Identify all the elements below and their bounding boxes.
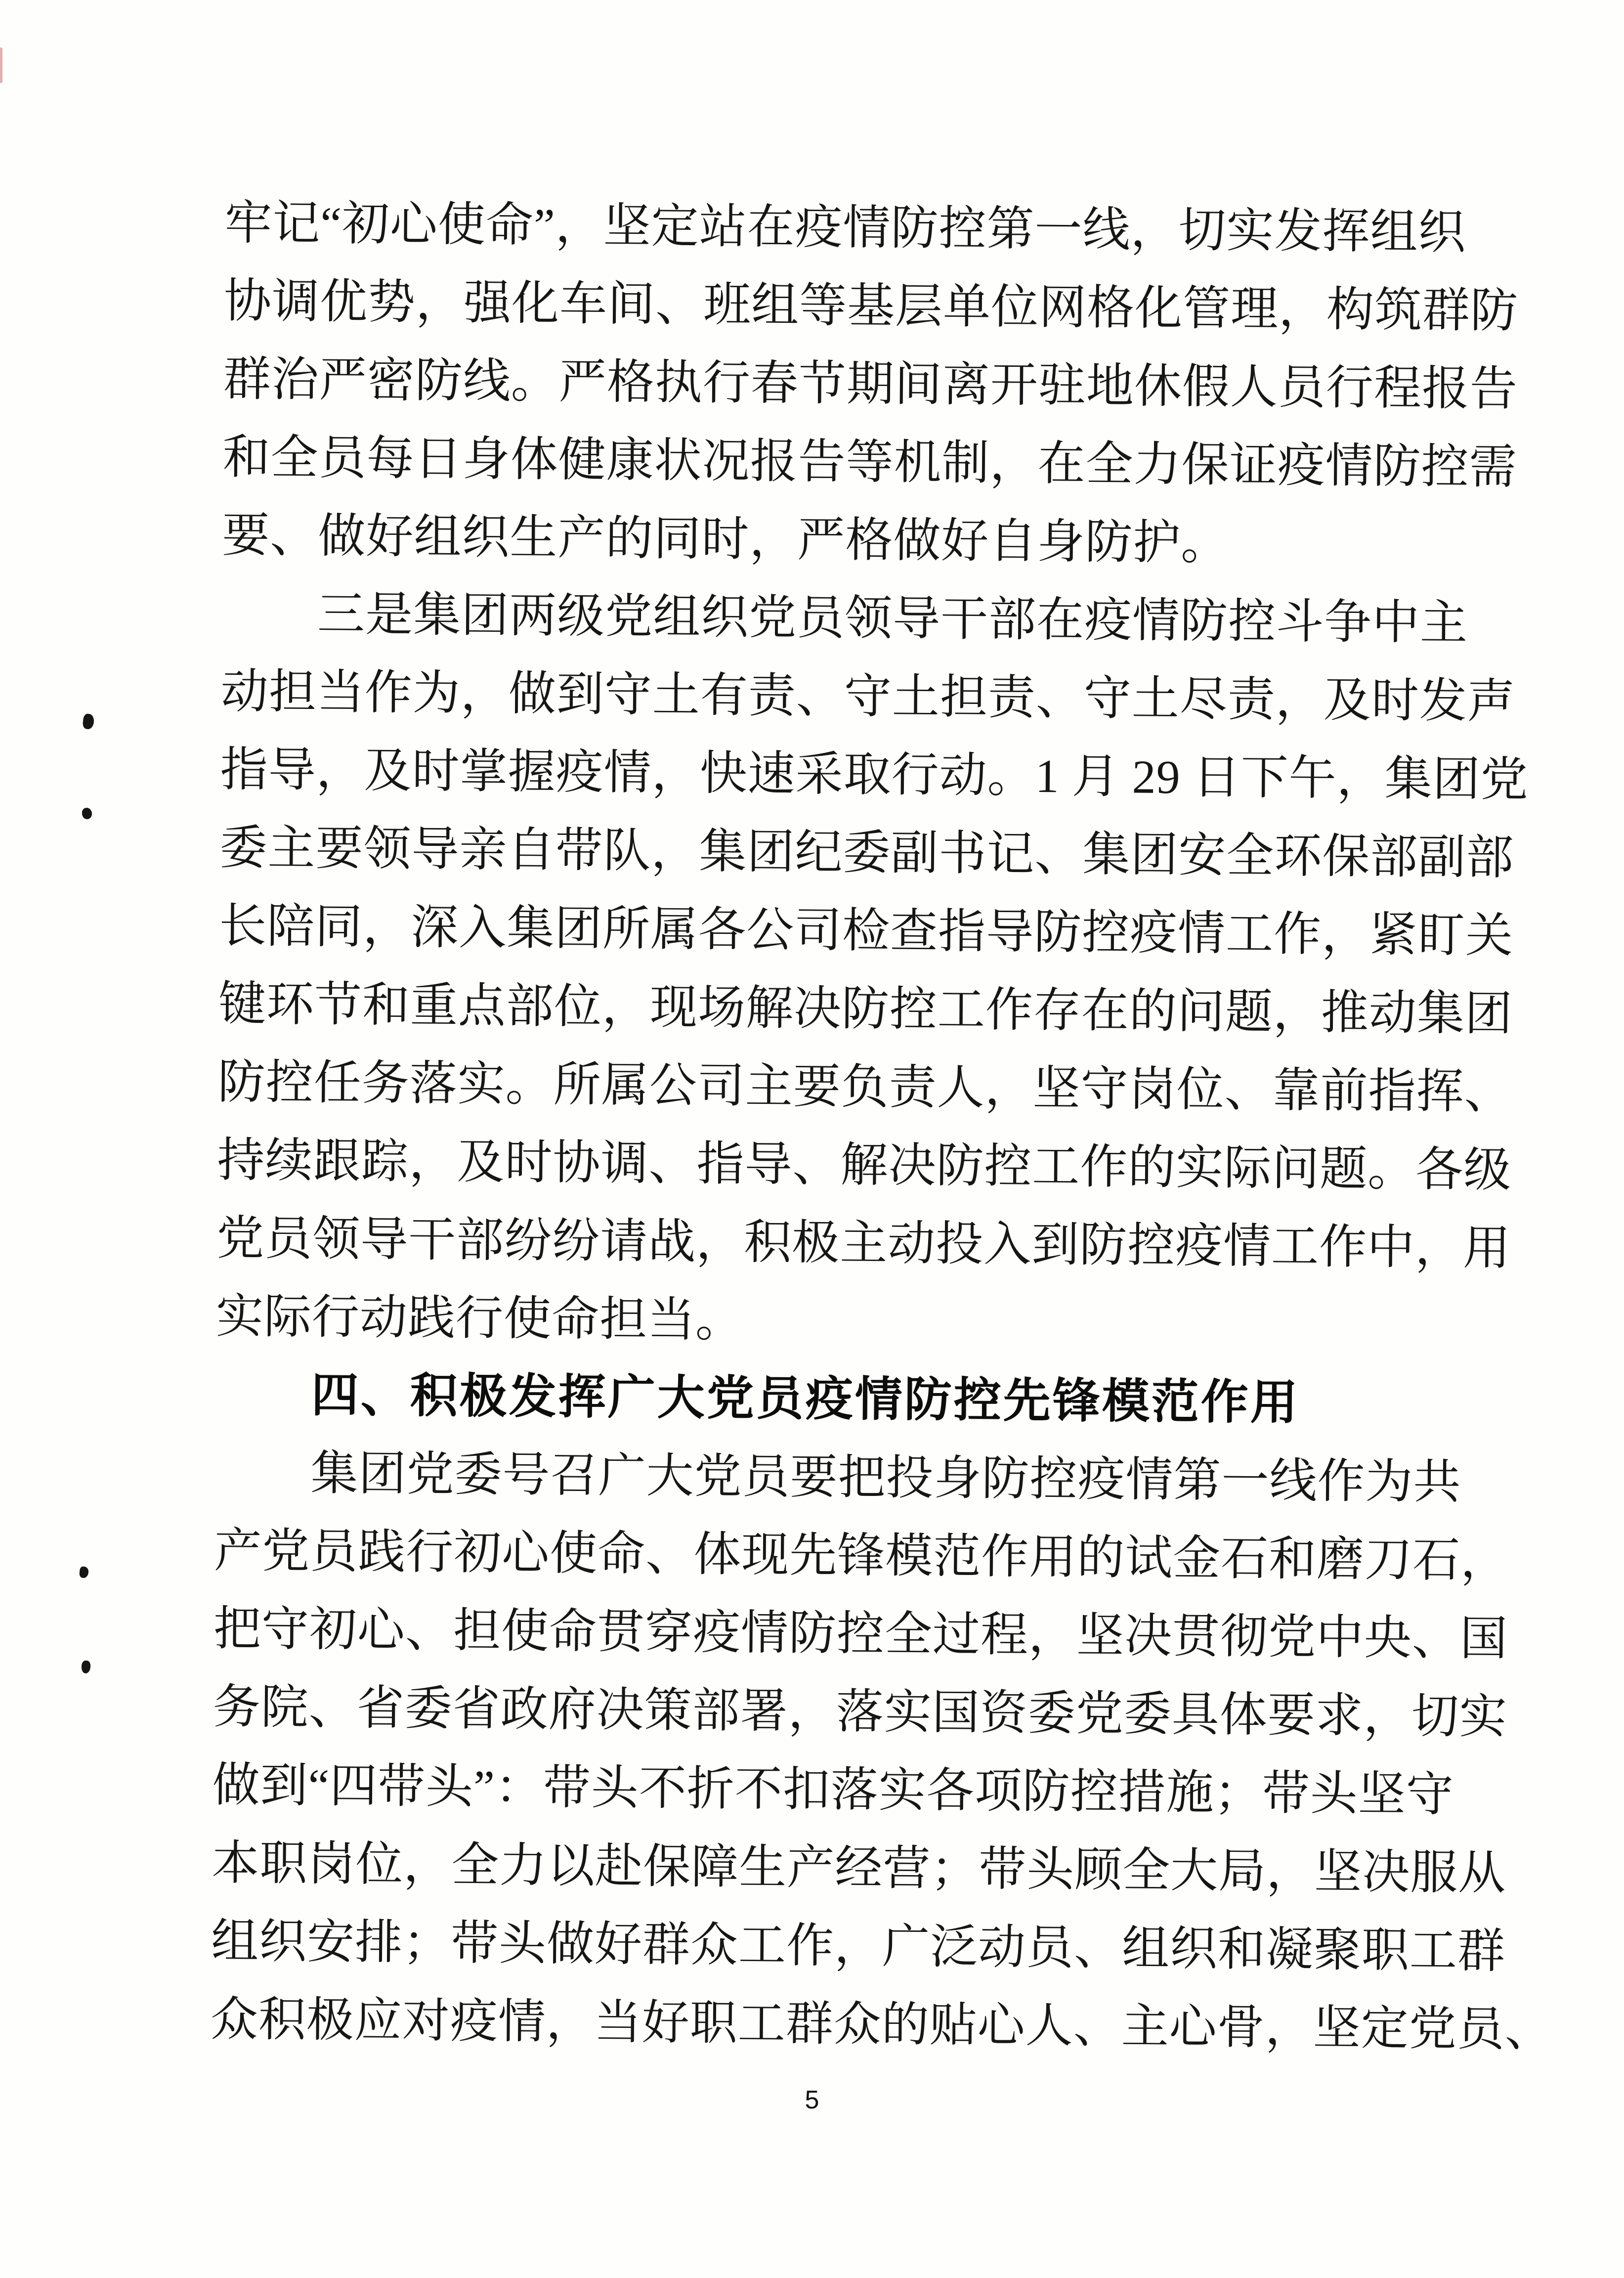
text-line: 把守初心、担使命贯穿疫情防控全过程，坚决贯彻党中央、国 bbox=[213, 1602, 1508, 1665]
text-line: 和全员每日身体健康状况报告等机制，在全力保证疫情防控需 bbox=[222, 430, 1518, 494]
text-line: 协调优势，强化车间、班组等基层单位网格化管理，构筑群防 bbox=[223, 274, 1519, 338]
text-line: 集团党委号召广大党员要把投身防控疫情第一线作为共 bbox=[310, 1446, 1461, 1509]
text-line: 组织安排；带头做好群众工作，广泛动员、组织和凝聚职工群 bbox=[211, 1914, 1506, 1978]
text-line: 做到“四带头”：带头不折不扣落实各项防控措施；带头坚守 bbox=[212, 1758, 1454, 1821]
document-text bbox=[210, 184, 1553, 2068]
text-line: 动担当作为，做到守土有责、守土担责、守土尽责，及时发声 bbox=[220, 664, 1516, 728]
text-line: 要、做好组织生产的同时，严格做好自身防护。 bbox=[221, 508, 1229, 570]
text-line: 本职岗位，全力以赴保障生产经营；带头顾全大局，坚决服从 bbox=[211, 1836, 1506, 1900]
ink-blot-artifact bbox=[81, 1661, 90, 1674]
text-line: 群治严密防线。严格执行春节期间离开驻地休假人员行程报告 bbox=[223, 352, 1518, 416]
text-line: 委主要领导亲自带队，集团纪委副书记、集团安全环保部副部 bbox=[219, 821, 1514, 884]
text-line: 实际行动践行使命担当。 bbox=[215, 1289, 744, 1347]
section-heading: 四、积极发挥广大党员疫情防控先锋模范作用 bbox=[311, 1368, 1300, 1430]
ink-blot-artifact bbox=[82, 807, 92, 819]
text-line: 众积极应对疫情，当好职工群众的贴心人、主心骨，坚定党员、 bbox=[210, 1992, 1553, 2057]
page-number: 5 bbox=[805, 2086, 819, 2114]
text-line: 持续跟踪，及时协调、指导、解决防控工作的实际问题。各级 bbox=[217, 1133, 1512, 1197]
text-line: 指导，及时掌握疫情，快速采取行动。1 月 29 日下午，集团党 bbox=[220, 743, 1529, 806]
ink-blot-artifact bbox=[79, 1566, 89, 1578]
ink-blot-artifact bbox=[82, 713, 95, 730]
scanner-edge-artifact bbox=[0, 47, 2, 83]
text-line: 产党员践行初心使命、体现先锋模范作用的试金石和磨刀石， bbox=[214, 1524, 1509, 1587]
text-line: 防控任务落实。所属公司主要负责人，坚守岗位、靠前指挥、 bbox=[217, 1055, 1513, 1119]
text-line: 务院、省委省政府决策部署，落实国资委党委具体要求，切实 bbox=[213, 1680, 1508, 1744]
text-line: 键环节和重点部位，现场解决防控工作存在的问题，推动集团 bbox=[218, 977, 1513, 1041]
text-line: 长陪同，深入集团所属各公司检查指导防控疫情工作，紧盯关 bbox=[218, 899, 1514, 963]
text-line: 党员领导干部纷纷请战，积极主动投入到防控疫情工作中，用 bbox=[216, 1211, 1511, 1275]
text-line: 牢记“初心使命”，坚定站在疫情防控第一线，切实发挥组织 bbox=[224, 196, 1466, 259]
text-line: 三是集团两级党组织党员领导干部在疫情防控斗争中主 bbox=[317, 587, 1468, 650]
